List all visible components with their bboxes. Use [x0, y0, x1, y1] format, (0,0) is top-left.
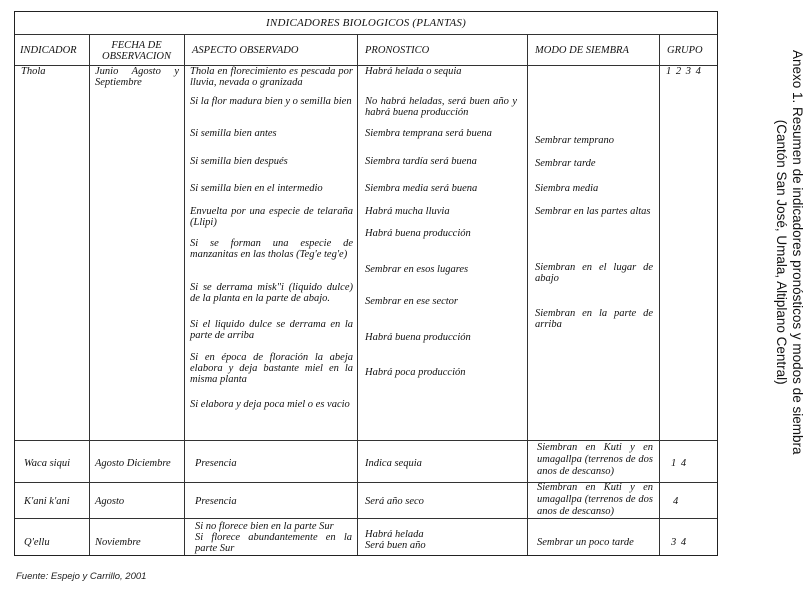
cell-pronostico: Siembra media será buena: [365, 183, 478, 194]
cell-indicador: Thola: [21, 66, 46, 77]
cell-aspecto: Si florece abundantemente en la parte Sur: [195, 532, 352, 554]
column-header-indicador: INDICADOR: [20, 45, 77, 56]
cell-aspecto: Si semilla bien en el intermedio: [190, 183, 323, 194]
cell-modo: Sembrar en las partes altas: [535, 206, 651, 217]
cell-pronostico: Habrá poca producción: [365, 367, 466, 378]
cell-pronostico: Sembrar en ese sector: [365, 296, 459, 307]
cell-aspecto: Thola en florecimiento es pescada por lluvia, nevada o granizada: [190, 66, 353, 88]
divider: [89, 34, 90, 555]
divider: [527, 34, 528, 555]
indicators-table: [14, 11, 718, 556]
cell-aspecto: Si se derrama misk"i (liquido dulce) de la planta en la parte de abajo.: [190, 282, 353, 304]
cell-modo: Sembrar un poco tarde: [537, 537, 634, 548]
column-header-grupo: GRUPO: [667, 45, 703, 56]
cell-pronostico: Habrá mucha lluvia: [365, 206, 450, 217]
column-header-fecha: [89, 35, 184, 66]
cell-modo: Siembran en la parte de arriba: [535, 308, 653, 330]
cell-pronostico: Siembra tardía será buena: [365, 156, 477, 167]
cell-pronostico: Será buen año: [365, 540, 426, 551]
cell-pronostico: No habrá heladas, será buen año y habrá buena producción: [365, 96, 517, 118]
divider: [15, 518, 717, 519]
column-header-fecha-line1: FECHA DE: [111, 39, 162, 51]
cell-aspecto: Si semilla bien después: [190, 156, 288, 167]
cell-aspecto: Si elabora y deja poca miel o es vacio: [190, 399, 350, 410]
table-caption: [735, 8, 811, 588]
cell-aspecto: Presencia: [195, 458, 237, 469]
cell-aspecto: Si el liquido dulce se derrama en la parte de arriba: [190, 319, 353, 341]
column-header-pronostico: PRONOSTICO: [365, 45, 430, 56]
cell-indicador: Q'ellu: [24, 537, 50, 548]
cell-grupo: 1 4: [671, 458, 688, 469]
cell-fecha: Junio Agosto y Septiembre: [95, 66, 179, 88]
divider: [659, 34, 660, 555]
cell-pronostico: Habrá buena producción: [365, 228, 471, 239]
cell-modo: Sembrar tarde: [535, 158, 596, 169]
cell-indicador: Waca siqui: [24, 458, 70, 469]
cell-aspecto: Si no florece bien en la parte Sur: [195, 521, 334, 532]
cell-aspecto: Si la flor madura bien y o semilla bien: [190, 96, 352, 107]
cell-pronostico: Será año seco: [365, 496, 424, 507]
cell-modo: Siembra media: [535, 183, 599, 194]
cell-pronostico: Sembrar en esos lugares: [365, 264, 469, 275]
divider: [357, 34, 358, 555]
cell-indicador: K'ani k'ani: [24, 496, 70, 507]
cell-fecha: Noviembre: [95, 537, 141, 548]
cell-aspecto: Si semilla bien antes: [190, 128, 277, 139]
cell-pronostico: Siembra temprana será buena: [365, 128, 492, 139]
table-title: INDICADORES BIOLOGICOS (PLANTAS): [266, 17, 466, 29]
column-header-fecha-line2: OBSERVACION: [101, 50, 172, 62]
column-header-modo: MODO DE SIEMBRA: [535, 45, 629, 56]
cell-grupo: 4: [673, 496, 679, 507]
cell-aspecto: Envuelta por una especie de telaraña (Llipi): [190, 206, 353, 228]
cell-modo: Siembran en el lugar de abajo: [535, 262, 653, 284]
column-header-aspecto: ASPECTO OBSERVADO: [192, 45, 299, 56]
source-footnote: Fuente: Espejo y Carrillo, 2001: [16, 571, 147, 582]
cell-pronostico: Habrá buena producción: [365, 332, 471, 343]
cell-modo: Siembran en Kuti y en umagallpa (terrenos de dos anos de descanso): [537, 442, 653, 477]
cell-aspecto: Presencia: [195, 496, 237, 507]
cell-aspecto: Si se forman una especie de manzanitas en las tholas (Teg'e teg'e): [190, 238, 353, 260]
divider: [15, 440, 717, 441]
cell-grupo: 3 4: [671, 537, 688, 548]
divider: [184, 34, 185, 555]
cell-pronostico: Indica sequia: [365, 458, 422, 469]
cell-modo: Sembrar temprano: [535, 135, 615, 146]
cell-fecha: Agosto: [95, 496, 125, 507]
cell-grupo: 1 2 3 4: [666, 66, 702, 77]
cell-aspecto: Si en época de floración la abeja elabora y deja bastante miel en la misma planta: [190, 352, 353, 385]
cell-modo: Siembran en Kuti y en umagallpa (terrenos de dos anos de descanso): [537, 482, 653, 517]
cell-pronostico: Habrá helada: [365, 529, 424, 540]
caption-line1: Anexo 1. Resumen de indicadores pronósticos y modos de siembra: [790, 50, 805, 455]
cell-fecha: Agosto Diciembre: [95, 458, 171, 469]
cell-pronostico: Habrá helada o sequia: [365, 66, 462, 77]
caption-line2: (Cantón San José, Umala, Altiplano Central): [774, 119, 789, 385]
